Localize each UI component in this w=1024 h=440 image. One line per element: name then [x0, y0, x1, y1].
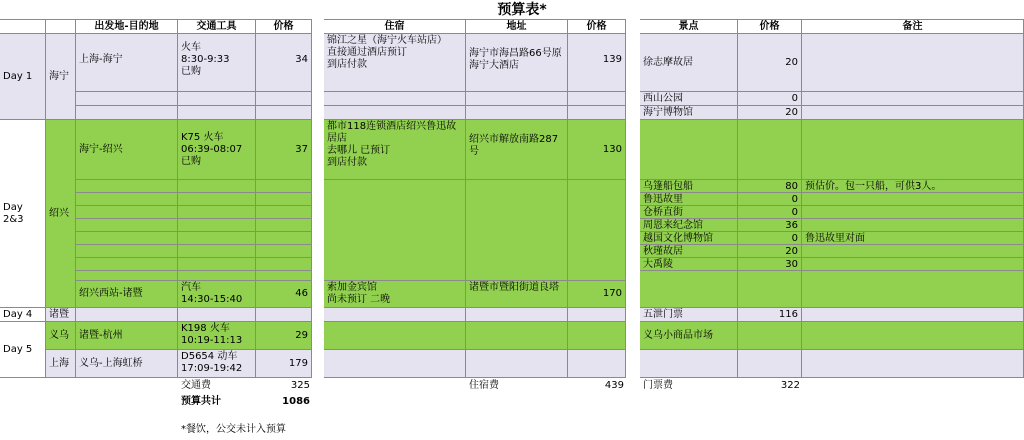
empty-cell	[466, 92, 568, 106]
day-label: Day 5	[0, 322, 46, 378]
price-cell: 20	[738, 34, 802, 92]
note-cell	[802, 219, 1024, 232]
empty-cell	[256, 92, 312, 106]
vehicle-cell: K198 火车 10:19-11:13	[178, 322, 256, 350]
header-route: 出发地-目的地	[76, 20, 178, 34]
empty-cell	[76, 206, 178, 219]
sight-cell: 海宁博物馆	[640, 106, 738, 120]
note-cell	[802, 193, 1024, 206]
empty-cell	[76, 308, 178, 322]
empty-cell	[324, 350, 466, 378]
sight-cell: 大禹陵	[640, 258, 738, 271]
empty-cell	[324, 180, 466, 281]
empty-cell	[256, 106, 312, 120]
sight-cell: 越国文化博物馆	[640, 232, 738, 245]
header-sight: 景点	[640, 20, 738, 34]
header-stay: 住宿	[324, 20, 466, 34]
note-cell	[802, 245, 1024, 258]
empty-cell	[256, 232, 312, 245]
empty-cell	[76, 193, 178, 206]
empty-cell	[76, 106, 178, 120]
empty-cell	[802, 120, 1024, 180]
price-cell: 80	[738, 180, 802, 193]
empty-cell	[256, 206, 312, 219]
note-cell	[802, 92, 1024, 106]
empty-cell	[738, 120, 802, 180]
sight-cell: 周恩来纪念馆	[640, 219, 738, 232]
empty-cell	[178, 308, 256, 322]
transport-total-label: 交通费	[181, 380, 211, 391]
budget-total-label: 预算共计	[181, 396, 221, 407]
empty-cell	[256, 245, 312, 258]
header-city	[46, 20, 76, 34]
price-cell: 30	[738, 258, 802, 271]
transport-total-value: 325	[290, 380, 310, 391]
empty-cell	[178, 271, 256, 281]
sight-cell: 秋瑾故居	[640, 245, 738, 258]
price-cell: 139	[568, 34, 626, 92]
empty-cell	[640, 350, 738, 378]
empty-cell	[466, 350, 568, 378]
empty-cell	[76, 271, 178, 281]
budget-total-value: 1086	[282, 396, 310, 407]
address-cell: 诸暨市暨阳街道良塔	[466, 281, 568, 308]
sight-cell: 义乌小商品市场	[640, 322, 738, 350]
empty-cell	[802, 350, 1024, 378]
sight-cell: 鲁迅故里	[640, 193, 738, 206]
note-cell	[802, 258, 1024, 271]
footnote: *餐饮，公交未计入预算	[181, 424, 286, 435]
price-cell: 0	[738, 92, 802, 106]
price-cell	[738, 322, 802, 350]
empty-cell	[178, 106, 256, 120]
empty-cell	[466, 180, 568, 281]
header-note: 备注	[802, 20, 1024, 34]
route-cell: 海宁-绍兴	[76, 120, 178, 180]
hotel-cell: 都市118连锁酒店绍兴鲁迅故居店 去哪儿 已预订 到店付款	[324, 120, 466, 180]
city-label: 绍兴	[46, 120, 76, 308]
empty-cell	[568, 106, 626, 120]
price-cell: 36	[738, 219, 802, 232]
city-label: 上海	[46, 350, 76, 378]
sights-total-label: 门票费	[643, 380, 673, 391]
empty-cell	[178, 258, 256, 271]
vehicle-cell: K75 火车 06:39-08:07 已购	[178, 120, 256, 180]
empty-cell	[640, 271, 738, 308]
price-cell: 0	[738, 193, 802, 206]
sheet-title: 预算表*	[497, 2, 547, 18]
hotel-cell: 索加金宾馆 尚未预订 二晚	[324, 281, 466, 308]
empty-cell	[324, 308, 466, 322]
empty-cell	[256, 258, 312, 271]
city-label: 海宁	[46, 34, 76, 120]
header-sight-price: 价格	[738, 20, 802, 34]
price-cell: 34	[256, 34, 312, 92]
address-cell: 海宁市海昌路66号原海宁大酒店	[466, 34, 568, 92]
empty-cell	[738, 271, 802, 308]
price-cell: 46	[256, 281, 312, 308]
sights-total-value: 322	[780, 380, 800, 391]
empty-cell	[802, 271, 1024, 308]
day-label: Day 4	[0, 308, 46, 322]
empty-cell	[324, 92, 466, 106]
price-cell: 29	[256, 322, 312, 350]
empty-cell	[324, 106, 466, 120]
empty-cell	[256, 271, 312, 281]
header-price: 价格	[256, 20, 312, 34]
empty-cell	[568, 180, 626, 281]
vehicle-cell: D5654 动车 17:09-19:42	[178, 350, 256, 378]
note-cell: 鲁迅故里对面	[802, 232, 1024, 245]
note-cell: 预估价。包一只船，可供3人。	[802, 180, 1024, 193]
empty-cell	[568, 92, 626, 106]
vehicle-cell: 汽车 14:30-15:40	[178, 281, 256, 308]
empty-cell	[178, 193, 256, 206]
sight-cell: 五泄门票	[640, 308, 738, 322]
sight-cell: 仓桥直街	[640, 206, 738, 219]
empty-cell	[568, 350, 626, 378]
route-cell: 义乌-上海虹桥	[76, 350, 178, 378]
empty-cell	[178, 245, 256, 258]
stay-total-value: 439	[604, 380, 624, 391]
note-cell	[802, 308, 1024, 322]
note-cell	[802, 322, 1024, 350]
empty-cell	[76, 219, 178, 232]
price-cell: 116	[738, 308, 802, 322]
empty-cell	[256, 219, 312, 232]
sight-cell: 乌篷船包船	[640, 180, 738, 193]
route-cell: 诸暨-杭州	[76, 322, 178, 350]
empty-cell	[178, 92, 256, 106]
city-label: 诸暨	[46, 308, 76, 322]
price-cell: 130	[568, 120, 626, 180]
empty-cell	[738, 350, 802, 378]
route-cell: 上海-海宁	[76, 34, 178, 92]
sight-cell: 徐志摩故居	[640, 34, 738, 92]
note-cell	[802, 34, 1024, 92]
empty-cell	[466, 308, 568, 322]
note-cell	[802, 206, 1024, 219]
empty-cell	[324, 322, 466, 350]
empty-cell	[76, 92, 178, 106]
empty-cell	[76, 245, 178, 258]
empty-cell	[76, 232, 178, 245]
vehicle-cell: 火车 8:30-9:33 已购	[178, 34, 256, 92]
stay-total-label: 住宿费	[469, 380, 499, 391]
price-cell: 20	[738, 106, 802, 120]
empty-cell	[76, 258, 178, 271]
price-cell: 37	[256, 120, 312, 180]
empty-cell	[256, 193, 312, 206]
header-day	[0, 20, 46, 34]
empty-cell	[640, 120, 738, 180]
city-label: 义乌	[46, 322, 76, 350]
price-cell: 179	[256, 350, 312, 378]
header-address: 地址	[466, 20, 568, 34]
empty-cell	[178, 206, 256, 219]
hotel-cell: 锦江之星（海宁火车站店） 直接通过酒店预订 到店付款	[324, 34, 466, 92]
sight-cell: 西山公园	[640, 92, 738, 106]
note-cell	[802, 106, 1024, 120]
empty-cell	[178, 232, 256, 245]
address-cell: 绍兴市解放南路287号	[466, 120, 568, 180]
day-label: Day 1	[0, 34, 46, 120]
price-cell: 0	[738, 232, 802, 245]
empty-cell	[76, 180, 178, 193]
price-cell: 20	[738, 245, 802, 258]
empty-cell	[568, 308, 626, 322]
empty-cell	[178, 219, 256, 232]
empty-cell	[256, 180, 312, 193]
price-cell: 0	[738, 206, 802, 219]
header-stay-price: 价格	[568, 20, 626, 34]
price-cell: 170	[568, 281, 626, 308]
empty-cell	[466, 322, 568, 350]
empty-cell	[178, 180, 256, 193]
empty-cell	[466, 106, 568, 120]
empty-cell	[256, 308, 312, 322]
route-cell: 绍兴西站-诸暨	[76, 281, 178, 308]
header-vehicle: 交通工具	[178, 20, 256, 34]
day-label: Day 2&3	[0, 120, 46, 308]
empty-cell	[568, 322, 626, 350]
